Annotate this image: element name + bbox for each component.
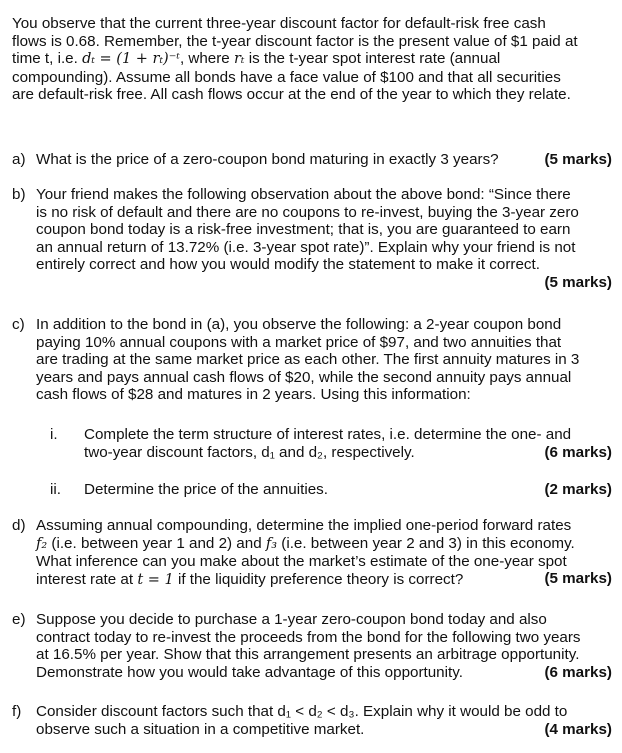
question-text: What is the price of a zero-coupon bond maturing in exactly 3 years?: [36, 151, 499, 168]
question-line: Consider discount factors such that d₁ < d₂ < d₃. Explain why it would be odd to: [36, 703, 568, 720]
question-text: if the liquidity preference theory is correct?: [173, 570, 464, 588]
question-line: Your friend makes the following observation about the above bond: “Since there: [36, 186, 571, 203]
question-line: cash flows of $28 and matures in 2 years. Using this information:: [36, 386, 471, 404]
question-f: [12, 703, 612, 738]
question-text: interest rate at: [36, 570, 138, 588]
intro-text: , where: [179, 50, 234, 68]
marks-badge: (2 marks): [544, 481, 612, 498]
intro-line-4: compounding). Assume all bonds have a face value of $100 and that all securities: [12, 68, 561, 86]
question-label: c): [12, 316, 25, 333]
question-line: Suppose you decide to purchase a 1-year zero-coupon bond today and also: [36, 611, 547, 628]
question-line: an annual return of 13.72% (i.e. 3-year spot rate)”. Explain why your friend is not: [36, 238, 576, 256]
subquestion-line: Complete the term structure of interest rates, i.e. determine the one- and: [84, 426, 572, 443]
question-label: e): [12, 611, 26, 628]
question-c-ii: [12, 481, 612, 499]
question-line: What inference can you make about the market’s estimate of the one-year spot: [36, 553, 567, 571]
question-line: contract today to re-invest the proceeds from the bond for the following two years: [36, 628, 581, 646]
subquestion-label: ii.: [50, 481, 61, 498]
discount-factor-formula: dₜ = (1 + rₜ)⁻ᵗ: [82, 51, 180, 68]
spot-rate-symbol: rₜ: [233, 51, 245, 68]
question-line: coupon bond today is a risk-free investment; that is, you are guaranteed to earn: [36, 221, 571, 239]
forward-rate-f3: f₃: [265, 535, 278, 552]
question-label: a): [12, 151, 26, 168]
intro-text: is the t-year spot interest rate (annual: [244, 50, 501, 68]
question-d: [12, 517, 612, 589]
question-b: [12, 186, 612, 292]
question-line: years and pays annual cash flows of $20, while the second annuity pays annual: [36, 368, 572, 386]
marks-badge: (4 marks): [544, 720, 612, 738]
subquestion-line: two-year discount factors, d₁ and d₂, respectively.: [84, 443, 415, 461]
intro-line-2: flows is 0.68. Remember, the t-year discount factor is the present value of $1 paid at: [12, 32, 578, 50]
question-line: at 16.5% per year. Show that this arrangement presents an arbitrage opportunity.: [36, 646, 580, 664]
intro-line-1: You observe that the current three-year discount factor for default-risk free cash: [12, 15, 546, 32]
forward-rate-f2: f₂: [36, 535, 48, 552]
question-c-i: [12, 426, 612, 461]
question-a: [12, 151, 612, 169]
marks-badge: (6 marks): [544, 663, 612, 681]
question-c: [12, 316, 612, 404]
question-label: d): [12, 517, 26, 534]
question-line: [36, 571, 612, 590]
intro-line-5: are default-risk free. All cash flows occur at the end of the year to which they relate.: [12, 86, 571, 104]
intro-line-3: [12, 50, 612, 69]
intro-paragraph: [12, 15, 612, 104]
question-line: entirely correct and how you would modify the statement to make it correct.: [36, 256, 540, 274]
question-label: b): [12, 186, 26, 203]
marks-badge: (5 marks): [544, 151, 612, 168]
subquestion-line: Determine the price of the annuities.: [84, 481, 328, 498]
question-line: Demonstrate how you would take advantage of this opportunity.: [36, 663, 463, 681]
question-line: is no risk of default and there are no coupons to re-invest, buying the 3-year zero: [36, 203, 579, 221]
subquestion-label: i.: [50, 426, 58, 443]
question-text: (i.e. between year 1 and 2) and: [47, 534, 266, 552]
question-text: (i.e. between year 2 and 3) in this economy.: [277, 534, 575, 552]
marks-badge: (5 marks): [544, 569, 612, 587]
question-line: [36, 535, 612, 554]
marks-badge: (6 marks): [544, 443, 612, 461]
question-label: f): [12, 703, 22, 720]
question-e: [12, 611, 612, 681]
question-line: In addition to the bond in (a), you observe the following: a 2-year coupon bond: [36, 316, 562, 333]
question-line: are trading at the same market price as each other. The first annuity matures in 3: [36, 351, 580, 369]
question-line: paying 10% annual coupons with a market price of $97, and two annuities that: [36, 333, 562, 351]
marks-badge: (5 marks): [544, 273, 612, 291]
question-line: observe such a situation in a competitive market.: [36, 720, 365, 738]
question-line: Assuming annual compounding, determine the implied one-period forward rates: [36, 517, 572, 534]
time-equation: t = 1: [137, 571, 174, 588]
intro-text: time t, i.e.: [12, 50, 83, 68]
